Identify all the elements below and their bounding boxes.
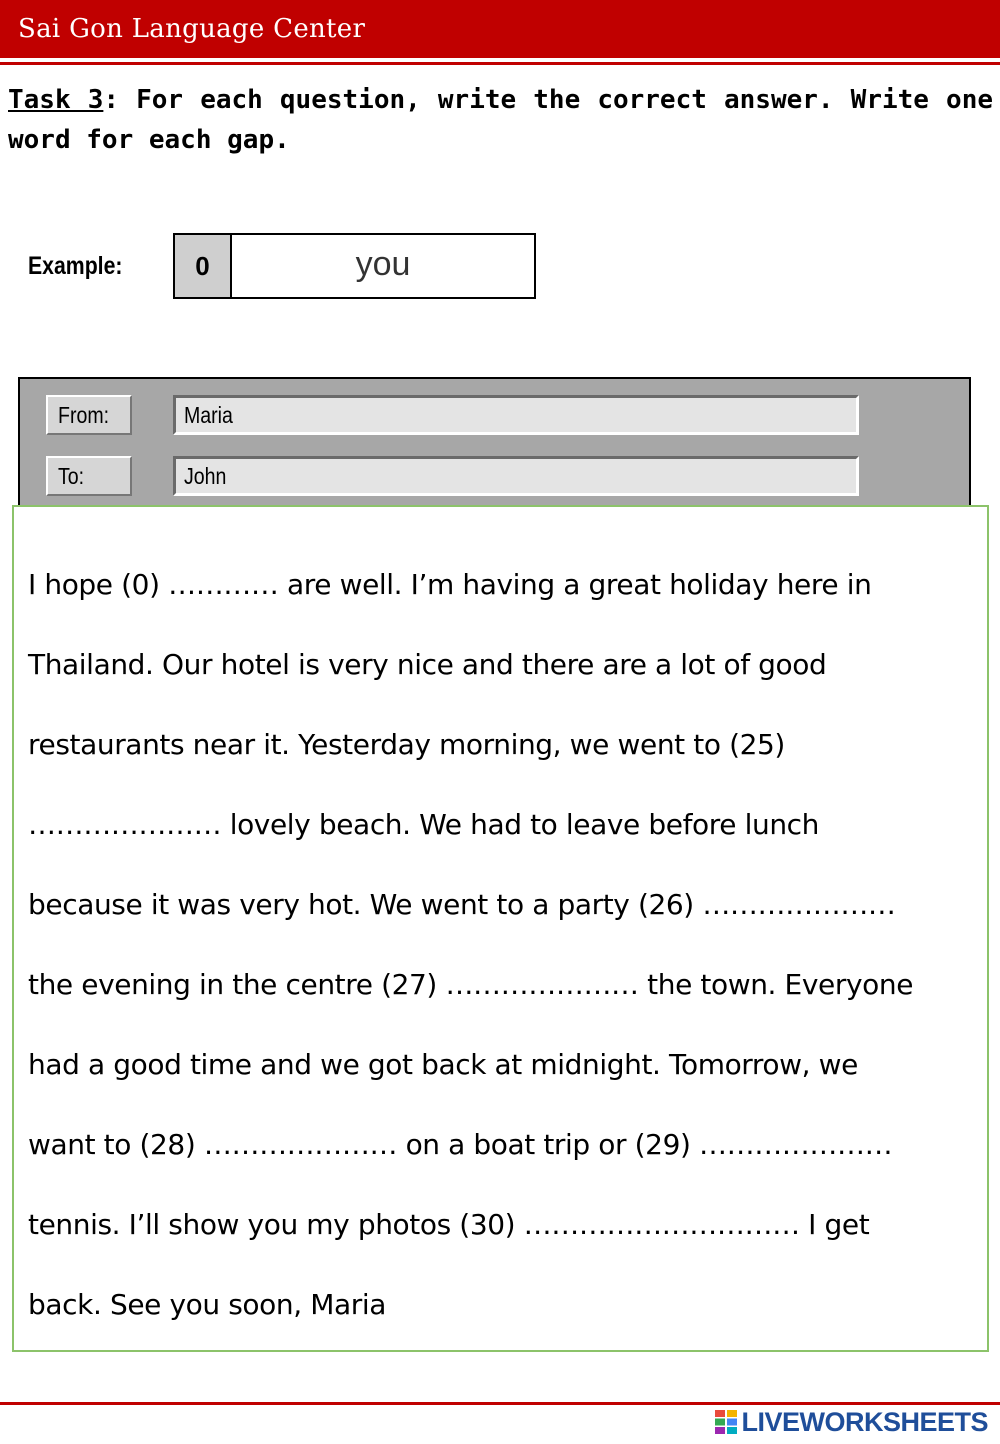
- letter-line: tennis. I’ll show you my photos (30) ………………………… I get: [28, 1208, 870, 1241]
- letter-line: Thailand. Our hotel is very nice and there are a lot of good: [28, 648, 827, 681]
- email-from-label: From:: [46, 395, 132, 435]
- footer-logo[interactable]: [715, 1407, 988, 1437]
- header-title: Sai Gon Language Center: [18, 14, 366, 44]
- example-label: Example:: [28, 252, 123, 280]
- letter-line: had a good time and we got back at midnight. Tomorrow, we: [28, 1048, 858, 1081]
- logo-text: LIVEWORKSHEETS: [741, 1406, 988, 1437]
- liveworksheets-logo-icon: [715, 1410, 737, 1434]
- letter-line: because it was very hot. We went to a party (26) …………………: [28, 888, 896, 921]
- task-instruction: [8, 80, 993, 160]
- example-box: [173, 233, 536, 299]
- email-to-row: [20, 454, 969, 504]
- letter-line: want to (28) ………………… on a boat trip or (29) …………………: [28, 1128, 893, 1161]
- letter-text: [28, 545, 978, 1345]
- example-number: 0: [175, 235, 232, 297]
- task-label: Task 3: [8, 85, 104, 115]
- header-bar: [0, 0, 1000, 58]
- letter-line: the evening in the centre (27) ………………… the town. Everyone: [28, 968, 914, 1001]
- header-divider: [0, 62, 1000, 65]
- letter-line: back. See you soon, Maria: [28, 1288, 386, 1321]
- email-from-field: Maria: [173, 395, 859, 435]
- email-to-field: John: [173, 456, 859, 496]
- example-answer: you: [355, 244, 411, 283]
- letter-line: I hope (0) ………… are well. I’m having a great holiday here in: [28, 568, 872, 601]
- footer-divider: [0, 1402, 1000, 1405]
- email-to-label: To:: [46, 456, 132, 496]
- letter-box: [12, 505, 989, 1352]
- letter-line: restaurants near it. Yesterday morning, we went to (25): [28, 728, 785, 761]
- task-instruction-text: : For each question, write the correct answer. Write one word for each gap.: [8, 85, 993, 155]
- letter-line: ………………… lovely beach. We had to leave before lunch: [28, 808, 820, 841]
- email-from-row: [20, 393, 969, 443]
